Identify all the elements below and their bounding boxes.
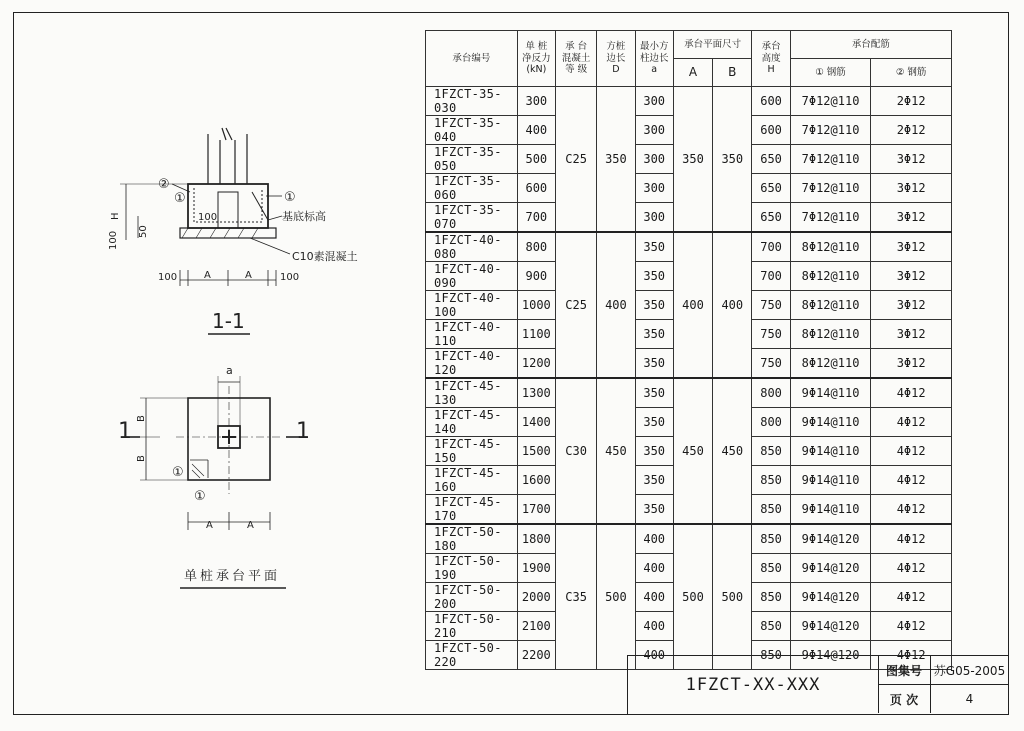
cap-code-cell: 1FZCT-50-210 [426, 612, 518, 641]
concrete-grade-cell: C30 [555, 378, 596, 524]
section-dim-right-100: 100 [280, 272, 300, 283]
pile-side-cell: 400 [597, 232, 635, 378]
rebar-2-cell: 3Φ12 [871, 203, 952, 233]
header-cap-size: 承台平面尺寸 [673, 31, 752, 59]
pile-force-cell: 1600 [517, 466, 555, 495]
rebar-2-cell: 3Φ12 [871, 145, 952, 174]
page-value: 4 [965, 692, 974, 706]
cap-height-cell: 600 [752, 116, 790, 145]
column-side-cell: 400 [635, 583, 673, 612]
cap-code-cell: 1FZCT-40-120 [426, 349, 518, 379]
rebar-2-cell: 4Φ12 [871, 495, 952, 525]
plan-dim-a: a [226, 364, 233, 377]
title-block-main: 1FZCT-XX-XXX [628, 656, 879, 713]
cap-height-cell: 850 [752, 495, 790, 525]
pile-force-cell: 1900 [517, 554, 555, 583]
plan-marker-1a: ① [172, 465, 184, 480]
section-label-H: H [110, 212, 121, 220]
section-marker-1-left: ① [174, 191, 186, 206]
table-row [426, 87, 952, 116]
rebar-1-cell: 9Φ14@120 [790, 524, 871, 554]
rebar-2-cell: 2Φ12 [871, 116, 952, 145]
concrete-grade-cell: C35 [555, 524, 596, 670]
rebar-2-cell: 4Φ12 [871, 612, 952, 641]
header-pile-force: 单 桩 净反力 (kN) [517, 31, 555, 87]
plan-cut-left: 1 [118, 419, 132, 444]
column-side-cell: 350 [635, 495, 673, 525]
section-1-1 [120, 128, 290, 286]
cap-height-cell: 750 [752, 349, 790, 379]
table-row [426, 524, 952, 554]
rebar-1-cell: 8Φ12@110 [790, 232, 871, 262]
rebar-2-cell: 4Φ12 [871, 554, 952, 583]
cap-code-cell: 1FZCT-50-220 [426, 641, 518, 670]
plan-dim-B1: B [136, 415, 147, 422]
rebar-2-cell: 2Φ12 [871, 87, 952, 116]
cap-code-cell: 1FZCT-50-180 [426, 524, 518, 554]
concrete-grade-cell: C25 [555, 232, 596, 378]
plan-dim-A2: A [247, 520, 254, 531]
cap-code-cell: 1FZCT-35-050 [426, 145, 518, 174]
title-block [627, 655, 1009, 715]
rebar-2-cell: 4Φ12 [871, 408, 952, 437]
table-row [426, 232, 952, 262]
plan-dim-A1: A [206, 520, 213, 531]
rebar-2-cell: 3Φ12 [871, 291, 952, 320]
header-size-b: B [713, 59, 752, 87]
cap-code-cell: 1FZCT-50-190 [426, 554, 518, 583]
pile-force-cell: 600 [517, 174, 555, 203]
cap-height-cell: 850 [752, 612, 790, 641]
column-side-cell: 400 [635, 554, 673, 583]
cap-code-cell: 1FZCT-45-150 [426, 437, 518, 466]
pile-side-cell: 450 [597, 378, 635, 524]
cap-height-cell: 750 [752, 291, 790, 320]
rebar-1-cell: 8Φ12@110 [790, 320, 871, 349]
cap-height-cell: 850 [752, 554, 790, 583]
cap-code-cell: 1FZCT-40-100 [426, 291, 518, 320]
cap-code-cell: 1FZCT-40-080 [426, 232, 518, 262]
rebar-1-cell: 7Φ12@110 [790, 145, 871, 174]
rebar-1-cell: 9Φ14@110 [790, 408, 871, 437]
cap-code-cell: 1FZCT-45-130 [426, 378, 518, 408]
cap-size-a-cell: 400 [673, 232, 712, 378]
table-row [426, 378, 952, 408]
header-code: 承台编号 [426, 31, 518, 87]
pile-cap-table [425, 30, 952, 670]
column-side-cell: 350 [635, 349, 673, 379]
column-side-cell: 400 [635, 524, 673, 554]
column-side-cell: 350 [635, 320, 673, 349]
rebar-1-cell: 7Φ12@110 [790, 203, 871, 233]
rebar-2-cell: 4Φ12 [871, 466, 952, 495]
cap-code-cell: 1FZCT-35-030 [426, 87, 518, 116]
rebar-2-cell: 4Φ12 [871, 524, 952, 554]
section-title: 1-1 [212, 309, 245, 333]
rebar-1-cell: 9Φ14@110 [790, 378, 871, 408]
table-body [426, 87, 952, 670]
rebar-1-cell: 7Φ12@110 [790, 87, 871, 116]
header-rebar-1: ① 钢筋 [790, 59, 871, 87]
cap-code-cell: 1FZCT-40-090 [426, 262, 518, 291]
cap-height-cell: 850 [752, 641, 790, 670]
header-rebar-2: ② 钢筋 [871, 59, 952, 87]
cap-height-cell: 750 [752, 320, 790, 349]
rebar-1-cell: 9Φ14@120 [790, 554, 871, 583]
pile-side-cell: 350 [597, 87, 635, 233]
cap-size-b-cell: 350 [713, 87, 752, 233]
pile-force-cell: 900 [517, 262, 555, 291]
cap-size-b-cell: 450 [713, 378, 752, 524]
cap-size-a-cell: 350 [673, 87, 712, 233]
column-side-cell: 350 [635, 466, 673, 495]
rebar-1-cell: 9Φ14@110 [790, 437, 871, 466]
rebar-1-cell: 7Φ12@110 [790, 116, 871, 145]
pile-force-cell: 1100 [517, 320, 555, 349]
rebar-2-cell: 3Φ12 [871, 320, 952, 349]
rebar-1-cell: 9Φ14@110 [790, 495, 871, 525]
left-drawings [100, 120, 410, 600]
section-label-100-vert: 100 [108, 230, 119, 250]
rebar-1-cell: 8Φ12@110 [790, 291, 871, 320]
pile-force-cell: 300 [517, 87, 555, 116]
column-side-cell: 300 [635, 87, 673, 116]
rebar-2-cell: 4Φ12 [871, 583, 952, 612]
pile-force-cell: 1200 [517, 349, 555, 379]
rebar-2-cell: 3Φ12 [871, 349, 952, 379]
header-height: 承台 高度 H [752, 31, 790, 87]
rebar-2-cell: 3Φ12 [871, 232, 952, 262]
rebar-1-cell: 8Φ12@110 [790, 262, 871, 291]
cap-height-cell: 650 [752, 203, 790, 233]
pile-force-cell: 1400 [517, 408, 555, 437]
pile-force-cell: 500 [517, 145, 555, 174]
header-column-side: 最小方 柱边长 a [635, 31, 673, 87]
pile-force-cell: 1700 [517, 495, 555, 525]
cap-code-cell: 1FZCT-35-070 [426, 203, 518, 233]
pile-force-cell: 2100 [517, 612, 555, 641]
header-rebar: 承台配筋 [790, 31, 951, 59]
section-label-100-inner: 100 [198, 212, 218, 223]
header-concrete: 承 台 混凝土 等 级 [555, 31, 596, 87]
cap-height-cell: 600 [752, 87, 790, 116]
concrete-grade-cell: C25 [555, 87, 596, 233]
cap-size-a-cell: 450 [673, 378, 712, 524]
cap-size-a-cell: 500 [673, 524, 712, 670]
column-side-cell: 300 [635, 203, 673, 233]
cap-height-cell: 700 [752, 232, 790, 262]
rebar-2-cell: 4Φ12 [871, 641, 952, 670]
section-dim-A1: A [204, 270, 211, 281]
cap-height-cell: 850 [752, 466, 790, 495]
column-side-cell: 300 [635, 174, 673, 203]
header-size-a: A [673, 59, 712, 87]
cap-code-cell: 1FZCT-40-110 [426, 320, 518, 349]
section-label-c10: C10素混凝土 [292, 250, 358, 263]
rebar-1-cell: 9Φ14@120 [790, 641, 871, 670]
cap-height-cell: 800 [752, 408, 790, 437]
column-side-cell: 350 [635, 437, 673, 466]
cap-code-cell: 1FZCT-50-200 [426, 583, 518, 612]
column-side-cell: 350 [635, 232, 673, 262]
atlas-label: 图集号 [878, 656, 931, 685]
cap-size-b-cell: 400 [713, 232, 752, 378]
rebar-1-cell: 9Φ14@110 [790, 466, 871, 495]
section-label-base-level: 基底标高 [282, 210, 326, 223]
section-dim-left-100: 100 [158, 272, 178, 283]
pile-force-cell: 2000 [517, 583, 555, 612]
cap-height-cell: 700 [752, 262, 790, 291]
section-marker-2: ② [158, 177, 170, 192]
pile-side-cell: 500 [597, 524, 635, 670]
plan-title: 单桩承台平面 [184, 569, 281, 584]
plan-cut-right: 1 [296, 419, 310, 444]
column-side-cell: 400 [635, 641, 673, 670]
pile-force-cell: 1000 [517, 291, 555, 320]
column-side-cell: 350 [635, 262, 673, 291]
plan-dim-B2: B [136, 455, 147, 462]
cap-code-cell: 1FZCT-45-140 [426, 408, 518, 437]
rebar-1-cell: 9Φ14@120 [790, 583, 871, 612]
cap-size-b-cell: 500 [713, 524, 752, 670]
rebar-1-cell: 7Φ12@110 [790, 174, 871, 203]
cap-code-cell: 1FZCT-35-060 [426, 174, 518, 203]
cap-height-cell: 650 [752, 145, 790, 174]
plan-marker-1b: ① [194, 489, 206, 504]
pile-force-cell: 400 [517, 116, 555, 145]
cap-height-cell: 800 [752, 378, 790, 408]
pile-force-cell: 700 [517, 203, 555, 233]
pile-force-cell: 1300 [517, 378, 555, 408]
rebar-1-cell: 8Φ12@110 [790, 349, 871, 379]
column-side-cell: 300 [635, 116, 673, 145]
rebar-2-cell: 3Φ12 [871, 174, 952, 203]
pile-force-cell: 2200 [517, 641, 555, 670]
cap-height-cell: 650 [752, 174, 790, 203]
column-side-cell: 350 [635, 408, 673, 437]
plan-view [130, 376, 300, 530]
page-label: 页 次 [878, 685, 931, 713]
pile-force-cell: 800 [517, 232, 555, 262]
section-dim-A2: A [245, 270, 252, 281]
atlas-value: 苏G05-2005 [931, 656, 1008, 685]
rebar-2-cell: 4Φ12 [871, 378, 952, 408]
cap-height-cell: 850 [752, 437, 790, 466]
column-side-cell: 350 [635, 378, 673, 408]
cap-code-cell: 1FZCT-45-160 [426, 466, 518, 495]
rebar-2-cell: 4Φ12 [871, 437, 952, 466]
pile-force-cell: 1800 [517, 524, 555, 554]
column-side-cell: 300 [635, 145, 673, 174]
rebar-2-cell: 3Φ12 [871, 262, 952, 291]
cap-code-cell: 1FZCT-45-170 [426, 495, 518, 525]
cap-height-cell: 850 [752, 583, 790, 612]
pile-force-cell: 1500 [517, 437, 555, 466]
header-pile-side: 方桩 边长 D [597, 31, 635, 87]
cap-height-cell: 850 [752, 524, 790, 554]
rebar-1-cell: 9Φ14@120 [790, 612, 871, 641]
column-side-cell: 400 [635, 612, 673, 641]
section-label-50: 50 [138, 225, 149, 238]
column-side-cell: 350 [635, 291, 673, 320]
cap-code-cell: 1FZCT-35-040 [426, 116, 518, 145]
section-marker-1-right: ① [284, 190, 296, 205]
